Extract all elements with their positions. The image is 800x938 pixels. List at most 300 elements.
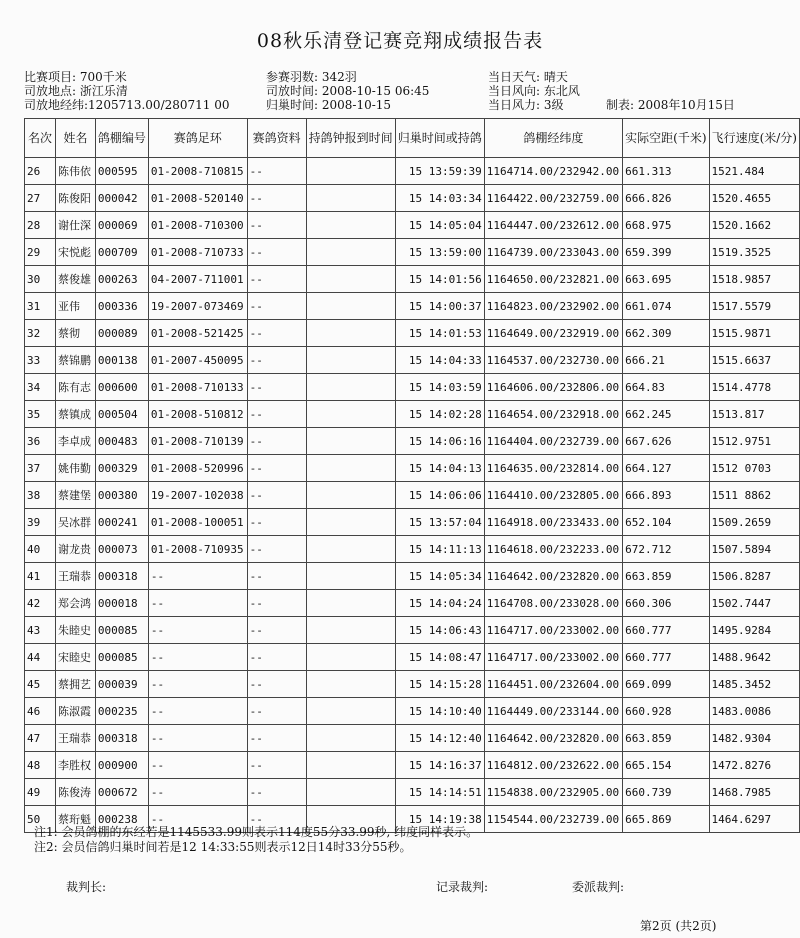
page-number: 第2页 (共2页)	[640, 919, 717, 933]
cell-name: 郑会鸿	[56, 590, 96, 617]
report-title: 08秋乐清登记赛竞翔成绩报告表	[256, 30, 544, 52]
cell-distance: 660.306	[623, 590, 709, 617]
cell-distance: 661.074	[623, 293, 709, 320]
cell-ring: 01-2008-710300	[148, 212, 247, 239]
cell-distance: 663.859	[623, 725, 709, 752]
cell-bird-info: --	[247, 455, 306, 482]
table-row	[25, 617, 800, 644]
cell-speed: 1520.1662	[709, 212, 799, 239]
cell-loft-coords: 1164717.00/233002.00	[484, 644, 622, 671]
cell-name: 李卓成	[56, 428, 96, 455]
table-row	[25, 455, 800, 482]
cell-ring: --	[148, 725, 247, 752]
cell-loft-coords: 1164739.00/233043.00	[484, 239, 622, 266]
results-table	[24, 118, 800, 833]
cell-loft-id: 000483	[95, 428, 148, 455]
cell-distance: 669.099	[623, 671, 709, 698]
meta-wind-direction: 当日风向: 东北风	[488, 84, 580, 98]
cell-speed: 1514.4778	[709, 374, 799, 401]
cell-ring: --	[148, 779, 247, 806]
cell-rank: 31	[25, 293, 56, 320]
cell-return-time: 15 13:59:00	[395, 239, 484, 266]
cell-loft-id: 000504	[95, 401, 148, 428]
cell-clock-time	[306, 482, 395, 509]
cell-name: 蔡建堡	[56, 482, 96, 509]
cell-name: 宋睦史	[56, 644, 96, 671]
cell-ring: --	[148, 590, 247, 617]
recorder-signature: 记录裁判:	[436, 880, 489, 894]
cell-loft-id: 000138	[95, 347, 148, 374]
cell-loft-id: 000085	[95, 644, 148, 671]
cell-loft-coords: 1164635.00/232814.00	[484, 455, 622, 482]
cell-name: 蔡珩魁	[56, 806, 96, 833]
cell-rank: 30	[25, 266, 56, 293]
cell-ring: --	[148, 671, 247, 698]
cell-name: 亚伟	[56, 293, 96, 320]
cell-name: 蔡拥艺	[56, 671, 96, 698]
cell-bird-info: --	[247, 293, 306, 320]
cell-clock-time	[306, 428, 395, 455]
cell-loft-id: 000039	[95, 671, 148, 698]
cell-ring: --	[148, 698, 247, 725]
cell-bird-info: --	[247, 590, 306, 617]
referee-signature: 裁判长:	[66, 880, 107, 894]
cell-bird-info: --	[247, 536, 306, 563]
cell-return-time: 15 14:05:34	[395, 563, 484, 590]
cell-clock-time	[306, 698, 395, 725]
cell-ring: 01-2008-510812	[148, 401, 247, 428]
cell-return-time: 15 14:12:40	[395, 725, 484, 752]
cell-loft-coords: 1164451.00/232604.00	[484, 671, 622, 698]
meta-made-date: 制表: 2008年10月15日	[606, 98, 735, 112]
table-header-row	[25, 119, 800, 158]
header-speed: 飞行速度(米/分)	[709, 119, 799, 158]
notes	[34, 825, 478, 855]
cell-distance: 663.859	[623, 563, 709, 590]
cell-speed: 1517.5579	[709, 293, 799, 320]
cell-name: 蔡俊雄	[56, 266, 96, 293]
cell-bird-info: --	[247, 374, 306, 401]
cell-ring: 01-2008-100051	[148, 509, 247, 536]
cell-speed: 1483.0086	[709, 698, 799, 725]
cell-loft-coords: 1164410.00/232805.00	[484, 482, 622, 509]
cell-distance: 668.975	[623, 212, 709, 239]
cell-rank: 34	[25, 374, 56, 401]
cell-distance: 660.777	[623, 644, 709, 671]
cell-clock-time	[306, 401, 395, 428]
cell-return-time: 15 14:03:59	[395, 374, 484, 401]
cell-ring: 01-2008-521425	[148, 320, 247, 347]
meta-weather: 当日天气: 晴天	[488, 70, 568, 84]
table-row	[25, 536, 800, 563]
table-row	[25, 185, 800, 212]
cell-bird-info: --	[247, 320, 306, 347]
cell-ring: 01-2008-710935	[148, 536, 247, 563]
cell-ring: --	[148, 806, 247, 833]
cell-bird-info: --	[247, 563, 306, 590]
table-row	[25, 428, 800, 455]
cell-distance: 672.712	[623, 536, 709, 563]
cell-return-time: 15 14:00:37	[395, 293, 484, 320]
table-row	[25, 482, 800, 509]
cell-speed: 1506.8287	[709, 563, 799, 590]
cell-name: 宋悦彪	[56, 239, 96, 266]
cell-loft-coords: 1164449.00/233144.00	[484, 698, 622, 725]
cell-bird-info: --	[247, 212, 306, 239]
header-ring: 赛鸽足环	[148, 119, 247, 158]
cell-distance: 666.826	[623, 185, 709, 212]
header-loft-coords: 鸽棚经纬度	[484, 119, 622, 158]
cell-loft-id: 000238	[95, 806, 148, 833]
cell-distance: 662.245	[623, 401, 709, 428]
header-rank: 名次	[25, 119, 56, 158]
cell-loft-coords: 1154838.00/232905.00	[484, 779, 622, 806]
cell-loft-coords: 1164823.00/232902.00	[484, 293, 622, 320]
cell-loft-id: 000089	[95, 320, 148, 347]
cell-name: 吴冰群	[56, 509, 96, 536]
cell-name: 朱睦史	[56, 617, 96, 644]
cell-ring: --	[148, 752, 247, 779]
table-row	[25, 266, 800, 293]
note-1: 注1: 会员鸽棚的东经若是1145533.99则表示114度55分33.99秒, 纬度同样表示。	[34, 825, 479, 839]
cell-ring: 01-2008-710139	[148, 428, 247, 455]
table-row	[25, 563, 800, 590]
cell-loft-coords: 1164642.00/232820.00	[484, 563, 622, 590]
cell-bird-info: --	[247, 185, 306, 212]
cell-ring: 04-2007-711001	[148, 266, 247, 293]
cell-loft-id: 000073	[95, 536, 148, 563]
cell-clock-time	[306, 239, 395, 266]
cell-loft-id: 000085	[95, 617, 148, 644]
cell-loft-coords: 1154544.00/232739.00	[484, 806, 622, 833]
cell-loft-id: 000069	[95, 212, 148, 239]
cell-bird-info: --	[247, 698, 306, 725]
cell-speed: 1518.9857	[709, 266, 799, 293]
cell-name: 王瑞恭	[56, 725, 96, 752]
cell-bird-info: --	[247, 644, 306, 671]
cell-loft-id: 000600	[95, 374, 148, 401]
cell-clock-time	[306, 509, 395, 536]
cell-name: 陈有志	[56, 374, 96, 401]
cell-distance: 665.869	[623, 806, 709, 833]
cell-clock-time	[306, 725, 395, 752]
cell-bird-info: --	[247, 509, 306, 536]
cell-rank: 42	[25, 590, 56, 617]
cell-loft-id: 000263	[95, 266, 148, 293]
cell-rank: 46	[25, 698, 56, 725]
cell-loft-id: 000595	[95, 158, 148, 185]
cell-loft-coords: 1164717.00/233002.00	[484, 617, 622, 644]
cell-name: 王瑞恭	[56, 563, 96, 590]
cell-rank: 45	[25, 671, 56, 698]
cell-loft-id: 000235	[95, 698, 148, 725]
cell-return-time: 15 14:04:13	[395, 455, 484, 482]
cell-rank: 32	[25, 320, 56, 347]
cell-ring: 01-2008-710133	[148, 374, 247, 401]
cell-ring: 01-2008-520140	[148, 185, 247, 212]
cell-distance: 662.309	[623, 320, 709, 347]
cell-return-time: 15 14:04:33	[395, 347, 484, 374]
table-row	[25, 671, 800, 698]
cell-bird-info: --	[247, 779, 306, 806]
cell-name: 谢龙贵	[56, 536, 96, 563]
cell-clock-time	[306, 617, 395, 644]
cell-loft-coords: 1164812.00/232622.00	[484, 752, 622, 779]
cell-speed: 1511 8862	[709, 482, 799, 509]
cell-speed: 1520.4655	[709, 185, 799, 212]
table-row	[25, 293, 800, 320]
cell-speed: 1515.6637	[709, 347, 799, 374]
cell-clock-time	[306, 644, 395, 671]
cell-distance: 661.313	[623, 158, 709, 185]
cell-return-time: 15 14:05:04	[395, 212, 484, 239]
meta-release-time: 司放时间: 2008-10-15 06:45	[266, 84, 430, 98]
header-clock-time: 持鸽钟报到时间	[306, 119, 395, 158]
cell-clock-time	[306, 320, 395, 347]
cell-loft-coords: 1164714.00/232942.00	[484, 158, 622, 185]
cell-name: 陈淑霞	[56, 698, 96, 725]
cell-ring: 19-2007-073469	[148, 293, 247, 320]
cell-loft-coords: 1164649.00/232919.00	[484, 320, 622, 347]
cell-name: 蔡彻	[56, 320, 96, 347]
cell-clock-time	[306, 158, 395, 185]
cell-rank: 33	[25, 347, 56, 374]
cell-loft-id: 000380	[95, 482, 148, 509]
cell-loft-coords: 1164537.00/232730.00	[484, 347, 622, 374]
cell-rank: 26	[25, 158, 56, 185]
cell-loft-coords: 1164642.00/232820.00	[484, 725, 622, 752]
cell-bird-info: --	[247, 752, 306, 779]
cell-name: 陈俊阳	[56, 185, 96, 212]
cell-clock-time	[306, 293, 395, 320]
meta-location: 司放地点: 浙江乐清	[24, 84, 128, 98]
cell-return-time: 15 14:06:16	[395, 428, 484, 455]
cell-speed: 1521.484	[709, 158, 799, 185]
cell-return-time: 15 14:10:40	[395, 698, 484, 725]
cell-clock-time	[306, 185, 395, 212]
cell-clock-time	[306, 374, 395, 401]
cell-ring: --	[148, 617, 247, 644]
cell-rank: 37	[25, 455, 56, 482]
meta-return-time: 归巢时间: 2008-10-15	[266, 98, 392, 112]
cell-ring: 01-2008-520996	[148, 455, 247, 482]
table-row	[25, 239, 800, 266]
cell-speed: 1472.8276	[709, 752, 799, 779]
cell-return-time: 15 13:59:39	[395, 158, 484, 185]
cell-distance: 667.626	[623, 428, 709, 455]
table-row	[25, 212, 800, 239]
cell-return-time: 15 14:03:34	[395, 185, 484, 212]
table-row	[25, 347, 800, 374]
cell-clock-time	[306, 455, 395, 482]
cell-bird-info: --	[247, 617, 306, 644]
cell-clock-time	[306, 347, 395, 374]
cell-rank: 44	[25, 644, 56, 671]
cell-return-time: 15 14:06:43	[395, 617, 484, 644]
header-return-time: 归巢时间或持鸽	[395, 119, 484, 158]
cell-return-time: 15 14:06:06	[395, 482, 484, 509]
cell-loft-id: 000018	[95, 590, 148, 617]
cell-clock-time	[306, 266, 395, 293]
cell-return-time: 15 14:01:56	[395, 266, 484, 293]
cell-speed: 1513.817	[709, 401, 799, 428]
meta-coords: 司放地经纬:1205713.00/280711 00	[24, 98, 230, 112]
table-row	[25, 752, 800, 779]
cell-loft-coords: 1164447.00/232612.00	[484, 212, 622, 239]
cell-loft-id: 000241	[95, 509, 148, 536]
cell-loft-id: 000709	[95, 239, 148, 266]
cell-distance: 666.893	[623, 482, 709, 509]
cell-bird-info: --	[247, 401, 306, 428]
cell-loft-id: 000042	[95, 185, 148, 212]
table-row	[25, 725, 800, 752]
cell-rank: 47	[25, 725, 56, 752]
cell-ring: 01-2008-710733	[148, 239, 247, 266]
cell-rank: 48	[25, 752, 56, 779]
cell-distance: 660.739	[623, 779, 709, 806]
cell-rank: 35	[25, 401, 56, 428]
cell-distance: 652.104	[623, 509, 709, 536]
cell-speed: 1509.2659	[709, 509, 799, 536]
cell-loft-id: 000672	[95, 779, 148, 806]
cell-speed: 1507.5894	[709, 536, 799, 563]
cell-rank: 29	[25, 239, 56, 266]
cell-distance: 660.777	[623, 617, 709, 644]
meta-wind-force: 当日风力: 3级	[488, 98, 564, 112]
cell-return-time: 15 14:08:47	[395, 644, 484, 671]
cell-bird-info: --	[247, 806, 306, 833]
cell-return-time: 15 13:57:04	[395, 509, 484, 536]
table-row	[25, 320, 800, 347]
cell-return-time: 15 14:16:37	[395, 752, 484, 779]
cell-rank: 38	[25, 482, 56, 509]
cell-clock-time	[306, 563, 395, 590]
cell-return-time: 15 14:14:51	[395, 779, 484, 806]
cell-bird-info: --	[247, 671, 306, 698]
note-2: 注2: 会员信鸽归巢时间若是12 14:33:55则表示12日14时33分55秒。	[34, 840, 412, 854]
table-row	[25, 401, 800, 428]
cell-distance: 659.399	[623, 239, 709, 266]
cell-loft-id: 000318	[95, 725, 148, 752]
cell-speed: 1519.3525	[709, 239, 799, 266]
table-row	[25, 698, 800, 725]
cell-rank: 49	[25, 779, 56, 806]
cell-name: 陈俊涛	[56, 779, 96, 806]
header-distance: 实际空距(千米)	[623, 119, 709, 158]
assigned-signature: 委派裁判:	[572, 880, 625, 894]
cell-distance: 665.154	[623, 752, 709, 779]
cell-speed: 1488.9642	[709, 644, 799, 671]
cell-bird-info: --	[247, 158, 306, 185]
cell-return-time: 15 14:11:13	[395, 536, 484, 563]
table-row	[25, 158, 800, 185]
cell-return-time: 15 14:19:38	[395, 806, 484, 833]
cell-distance: 666.21	[623, 347, 709, 374]
cell-loft-coords: 1164422.00/232759.00	[484, 185, 622, 212]
cell-clock-time	[306, 671, 395, 698]
cell-bird-info: --	[247, 482, 306, 509]
cell-bird-info: --	[247, 266, 306, 293]
cell-ring: 01-2007-450095	[148, 347, 247, 374]
cell-ring: --	[148, 644, 247, 671]
cell-loft-id: 000329	[95, 455, 148, 482]
header-bird-info: 赛鸽资料	[247, 119, 306, 158]
header-name: 姓名	[56, 119, 96, 158]
cell-rank: 40	[25, 536, 56, 563]
cell-name: 姚伟勤	[56, 455, 96, 482]
cell-distance: 663.695	[623, 266, 709, 293]
cell-return-time: 15 14:04:24	[395, 590, 484, 617]
cell-clock-time	[306, 590, 395, 617]
cell-rank: 41	[25, 563, 56, 590]
cell-distance: 660.928	[623, 698, 709, 725]
cell-ring: 01-2008-710815	[148, 158, 247, 185]
cell-distance: 664.127	[623, 455, 709, 482]
cell-rank: 28	[25, 212, 56, 239]
cell-ring: --	[148, 563, 247, 590]
cell-speed: 1482.9304	[709, 725, 799, 752]
cell-loft-id: 000318	[95, 563, 148, 590]
cell-rank: 43	[25, 617, 56, 644]
cell-name: 陈伟依	[56, 158, 96, 185]
cell-loft-coords: 1164618.00/232233.00	[484, 536, 622, 563]
cell-loft-id: 000336	[95, 293, 148, 320]
cell-bird-info: --	[247, 428, 306, 455]
cell-clock-time	[306, 779, 395, 806]
table-row	[25, 509, 800, 536]
cell-distance: 664.83	[623, 374, 709, 401]
cell-name: 李胜权	[56, 752, 96, 779]
table-row	[25, 644, 800, 671]
cell-speed: 1495.9284	[709, 617, 799, 644]
cell-speed: 1468.7985	[709, 779, 799, 806]
cell-speed: 1485.3452	[709, 671, 799, 698]
cell-speed: 1512 0703	[709, 455, 799, 482]
cell-rank: 39	[25, 509, 56, 536]
cell-bird-info: --	[247, 347, 306, 374]
cell-return-time: 15 14:02:28	[395, 401, 484, 428]
table-row	[25, 374, 800, 401]
cell-loft-coords: 1164650.00/232821.00	[484, 266, 622, 293]
cell-speed: 1502.7447	[709, 590, 799, 617]
cell-clock-time	[306, 536, 395, 563]
cell-return-time: 15 14:15:28	[395, 671, 484, 698]
meta-event: 比赛项目: 700千米	[24, 70, 127, 84]
cell-loft-coords: 1164606.00/232806.00	[484, 374, 622, 401]
cell-clock-time	[306, 752, 395, 779]
cell-name: 蔡镇成	[56, 401, 96, 428]
cell-rank: 27	[25, 185, 56, 212]
cell-ring: 19-2007-102038	[148, 482, 247, 509]
table-row	[25, 590, 800, 617]
cell-loft-coords: 1164654.00/232918.00	[484, 401, 622, 428]
cell-bird-info: --	[247, 725, 306, 752]
cell-speed: 1464.6297	[709, 806, 799, 833]
cell-name: 谢仕深	[56, 212, 96, 239]
header-loft-id: 鸽棚编号	[95, 119, 148, 158]
cell-loft-coords: 1164708.00/233028.00	[484, 590, 622, 617]
cell-rank: 50	[25, 806, 56, 833]
cell-speed: 1512.9751	[709, 428, 799, 455]
cell-name: 蔡锦鹏	[56, 347, 96, 374]
cell-clock-time	[306, 212, 395, 239]
cell-loft-coords: 1164918.00/233433.00	[484, 509, 622, 536]
cell-bird-info: --	[247, 239, 306, 266]
table-row	[25, 779, 800, 806]
cell-rank: 36	[25, 428, 56, 455]
cell-speed: 1515.9871	[709, 320, 799, 347]
cell-loft-coords: 1164404.00/232739.00	[484, 428, 622, 455]
